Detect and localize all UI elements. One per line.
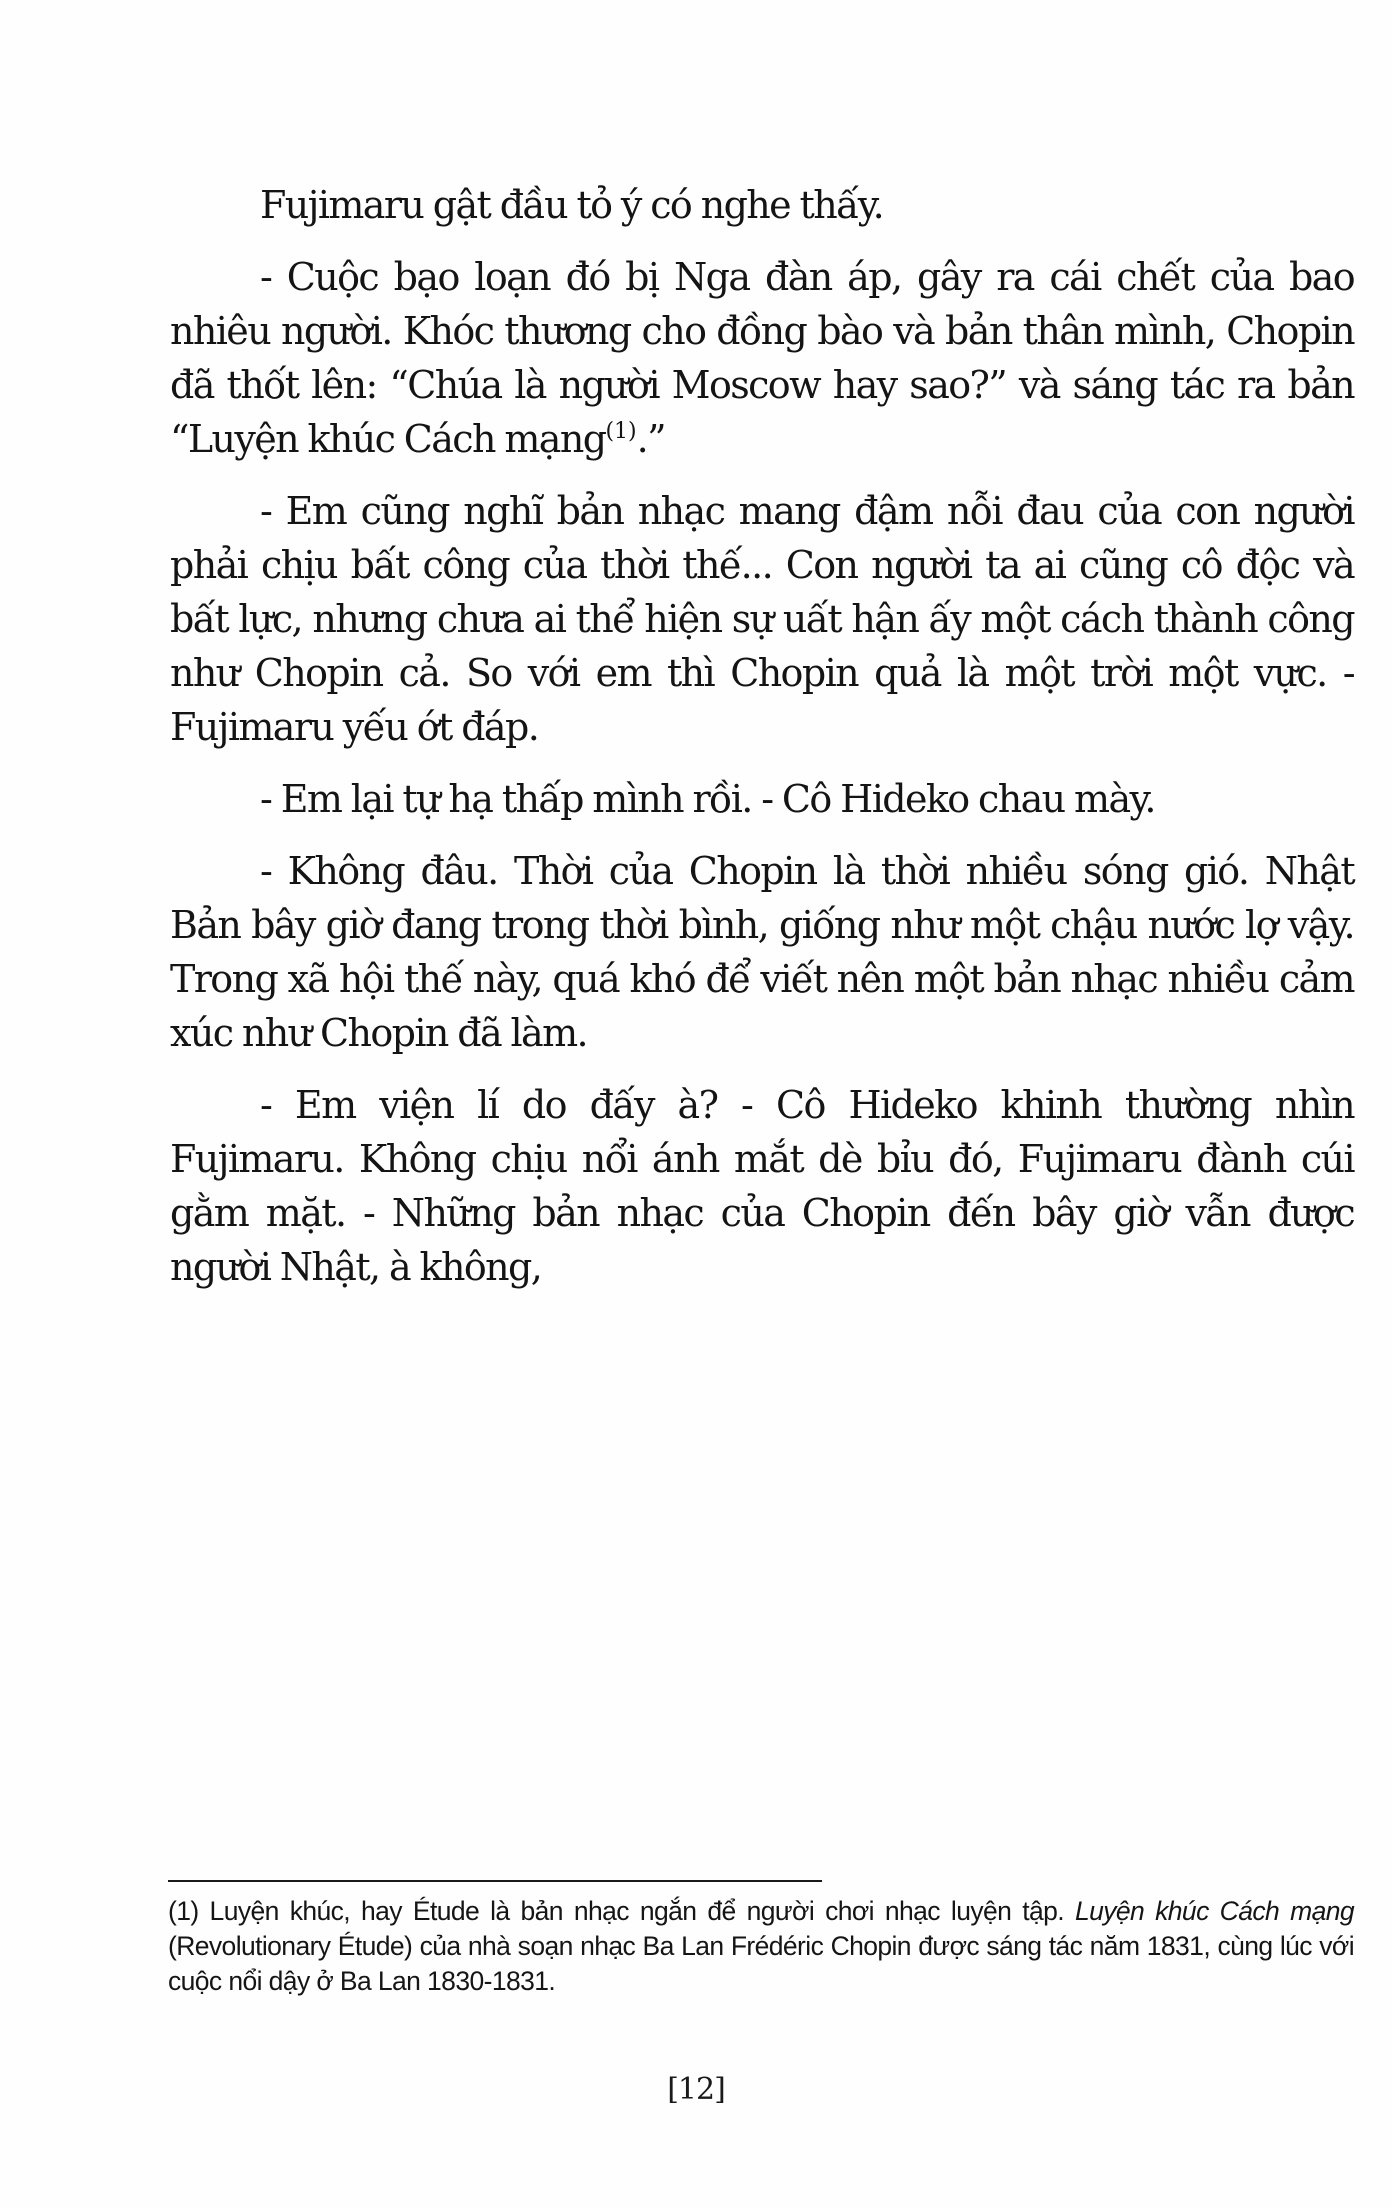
footnote-divider [168, 1880, 822, 1882]
paragraph-1 [170, 178, 1354, 232]
paragraph-text: - Em lại tự hạ thấp mình rồi. - Cô Hideko chau mày. [260, 777, 1155, 821]
paragraph-3 [170, 484, 1354, 754]
paragraph-text: - Không đâu. Thời của Chopin là thời nhiều sóng gió. Nhật Bản bây giờ đang trong thời bình, giống như một chậu nước lợ vậy. Trong xã hội thế này, quá khó để viết nên một bản nhạc nhiều cảm xúc như Chopin đã làm. [170, 849, 1354, 1055]
footnote-reference[interactable]: (1) [605, 419, 637, 444]
footnote-text-continued: (Revolutionary Étude) của nhà soạn nhạc Ba Lan Frédéric Chopin được sáng tác năm 1831, cùng lúc với cuộc nổi dậy ở Ba Lan 1830-1831. [168, 1931, 1354, 1996]
paragraph-4 [170, 772, 1354, 826]
paragraph-text: Fujimaru gật đầu tỏ ý có nghe thấy. [260, 183, 884, 227]
footnote-italic-title: Luyện khúc Cách mạng [1074, 1896, 1354, 1926]
paragraph-text-tail: .” [636, 417, 665, 461]
paragraph-5 [170, 844, 1354, 1060]
page-number: [12] [667, 2072, 725, 2107]
footnote [168, 1894, 1354, 1999]
paragraph-text: - Em viện lí do đấy à? - Cô Hideko khinh thường nhìn Fujimaru. Không chịu nổi ánh mắt dè bỉu đó, Fujimaru đành cúi gằm mặt. - Những bản nhạc của Chopin đến bây giờ vẫn được người Nhật, à không, [170, 1083, 1354, 1289]
footnote-marker: (1) [168, 1896, 199, 1926]
paragraph-2 [170, 250, 1354, 466]
paragraph-6 [170, 1078, 1354, 1294]
paragraph-text: - Em cũng nghĩ bản nhạc mang đậm nỗi đau của con người phải chịu bất công của thời thế... Con người ta ai cũng cô độc và bất lực, nhưng chưa ai thể hiện sự uất hận ấy một cách thành công như Chopin cả. So với em thì Chopin quả là một trời một vực. - Fujimaru yếu ớt đáp. [170, 489, 1354, 749]
footnote-text: Luyện khúc, hay Étude là bản nhạc ngắn để người chơi nhạc luyện tập. [198, 1896, 1075, 1926]
body-text [170, 178, 1354, 1312]
paragraph-text: - Cuộc bạo loạn đó bị Nga đàn áp, gây ra cái chết của bao nhiêu người. Khóc thương cho đồng bào và bản thân mình, Chopin đã thốt lên: “Chúa là người Moscow hay sao?” và sáng tác ra bản “Luyện khúc Cách mạng [170, 255, 1354, 461]
